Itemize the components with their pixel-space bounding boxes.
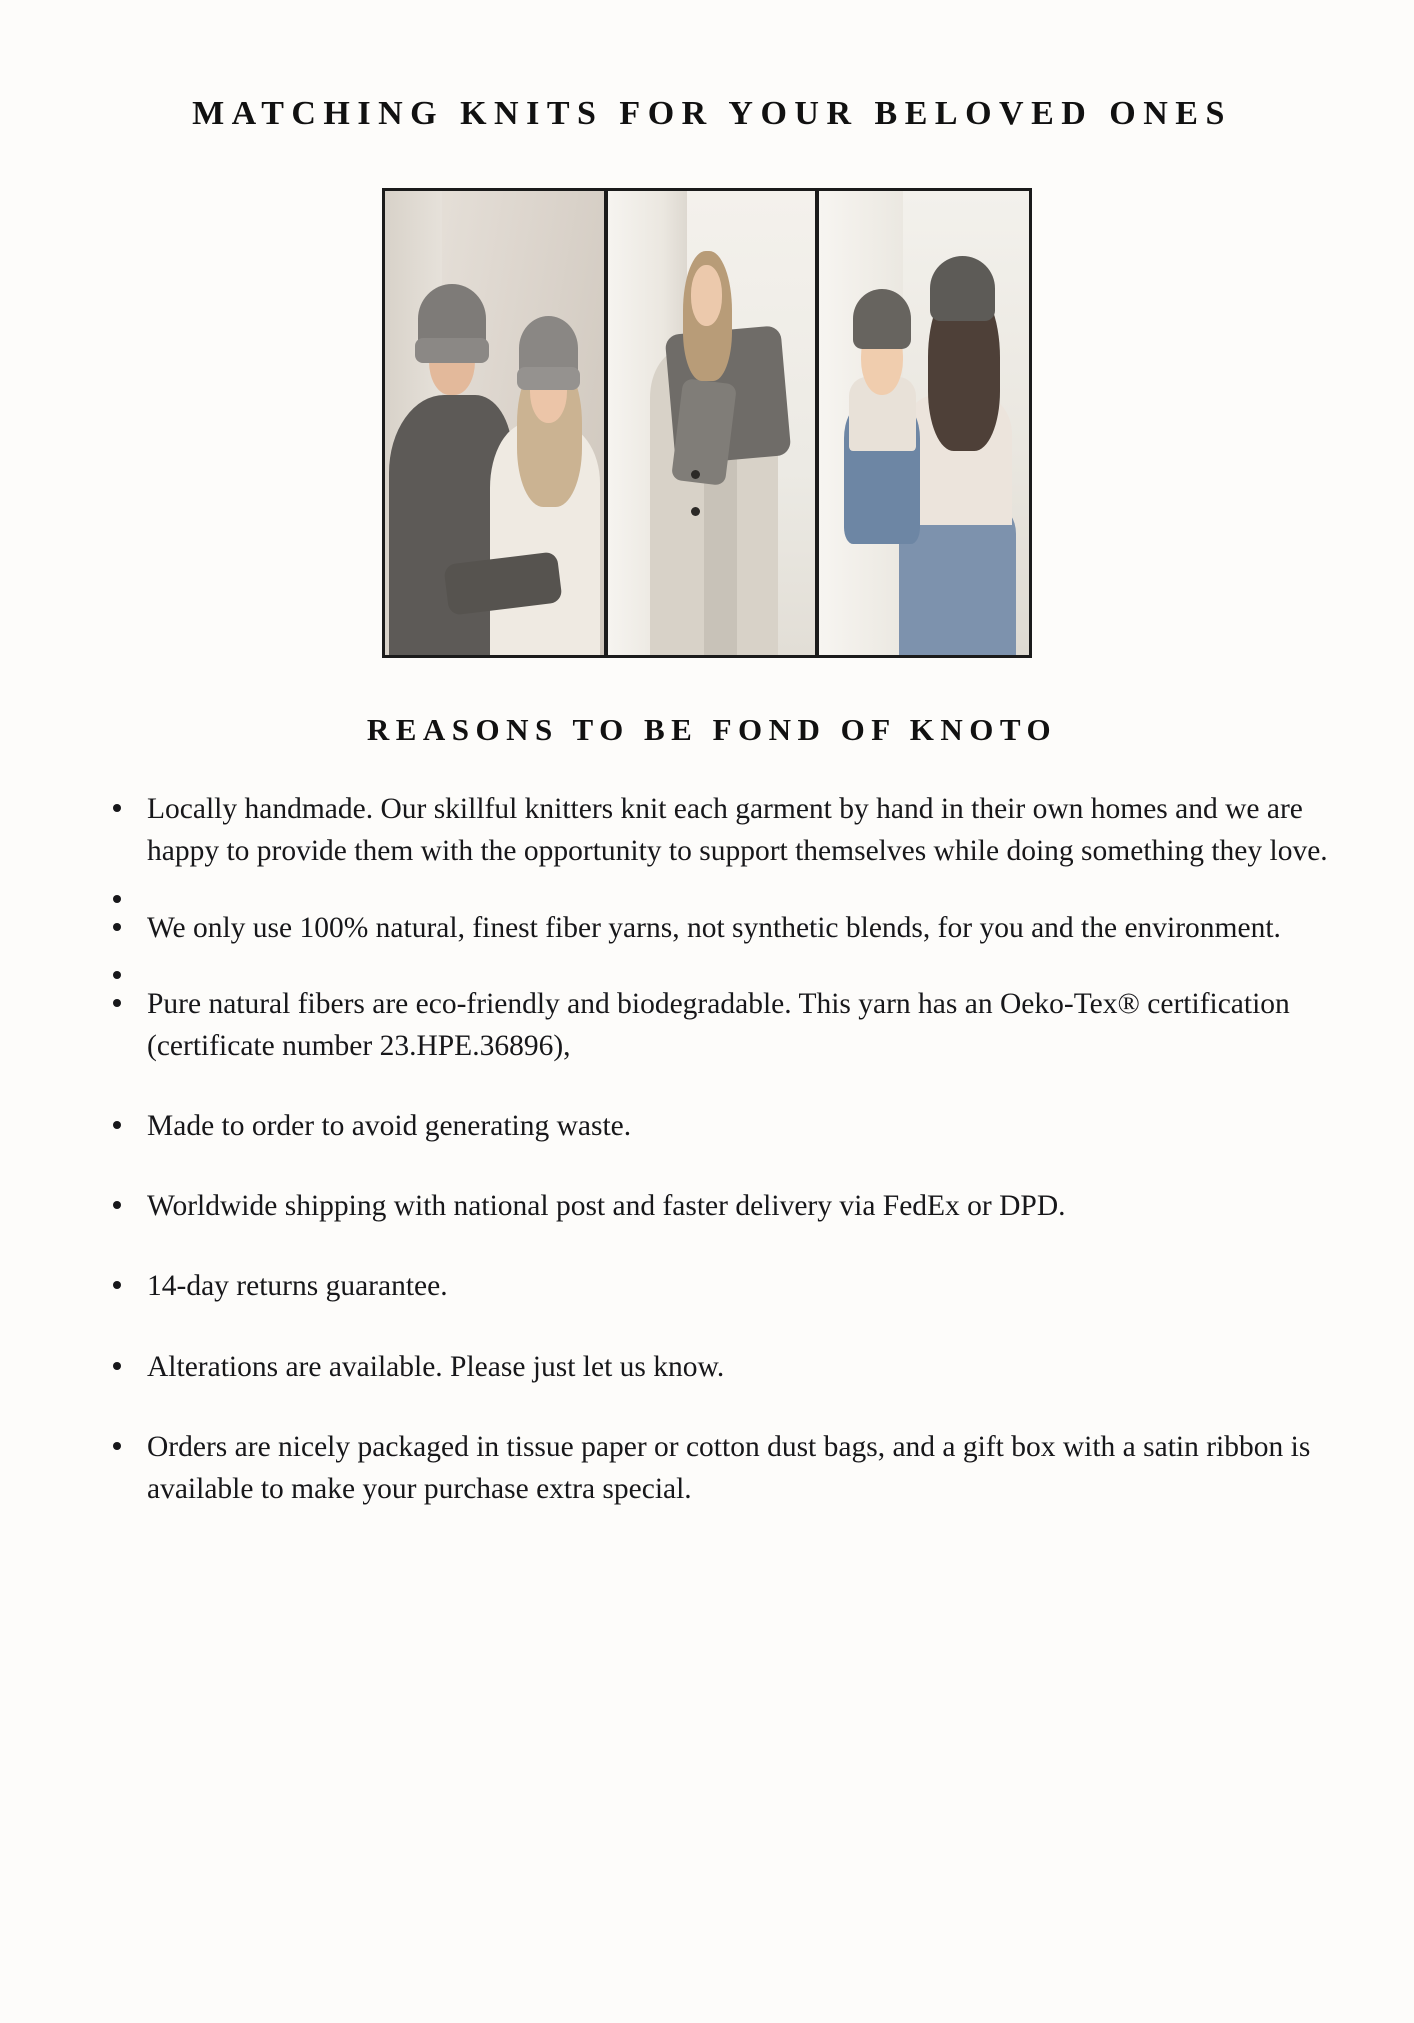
photo-woman-scarf xyxy=(608,191,815,655)
mother-beanie-icon xyxy=(930,256,995,321)
man-beanie-icon xyxy=(418,284,486,354)
woman-face xyxy=(691,265,722,325)
woman-beanie-icon xyxy=(519,316,578,381)
list-item: Worldwide shipping with national post and faster delivery via FedEx or DPD. xyxy=(105,1185,1344,1227)
photo-strip xyxy=(382,188,1032,658)
page-title: MATCHING KNITS FOR YOUR BELOVED ONES xyxy=(192,94,1232,132)
list-item: Locally handmade. Our skillful knitters knit each garment by hand in their own homes and we are happy to provide them with the opportunity to support themselves while doing something they love. xyxy=(105,788,1344,872)
photo-couple-beanies xyxy=(385,191,604,655)
coat-button xyxy=(691,507,700,516)
photo-mother-baby xyxy=(819,191,1029,655)
document-page xyxy=(0,23,1414,2023)
list-item: We only use 100% natural, finest fiber yarns, not synthetic blends, for you and the environment. xyxy=(105,907,1344,949)
list-item xyxy=(105,879,1344,899)
coat-button xyxy=(691,470,700,479)
section-title: REASONS TO BE FOND OF KNOTO xyxy=(366,712,1058,748)
list-item: Orders are nicely packaged in tissue paper or cotton dust bags, and a gift box with a satin ribbon is available to make your purchase extra special. xyxy=(105,1426,1344,1510)
reasons-list xyxy=(0,788,1414,1510)
list-item: Made to order to avoid generating waste. xyxy=(105,1105,1344,1147)
list-item: Pure natural fibers are eco-friendly and biodegradable. This yarn has an Oeko-Tex® certification (certificate number 23.HPE.36896), xyxy=(105,983,1344,1067)
baby-beanie-icon xyxy=(853,289,912,349)
list-item: Alterations are available. Please just let us know. xyxy=(105,1346,1344,1388)
list-item: 14-day returns guarantee. xyxy=(105,1265,1344,1307)
list-item xyxy=(105,955,1344,975)
